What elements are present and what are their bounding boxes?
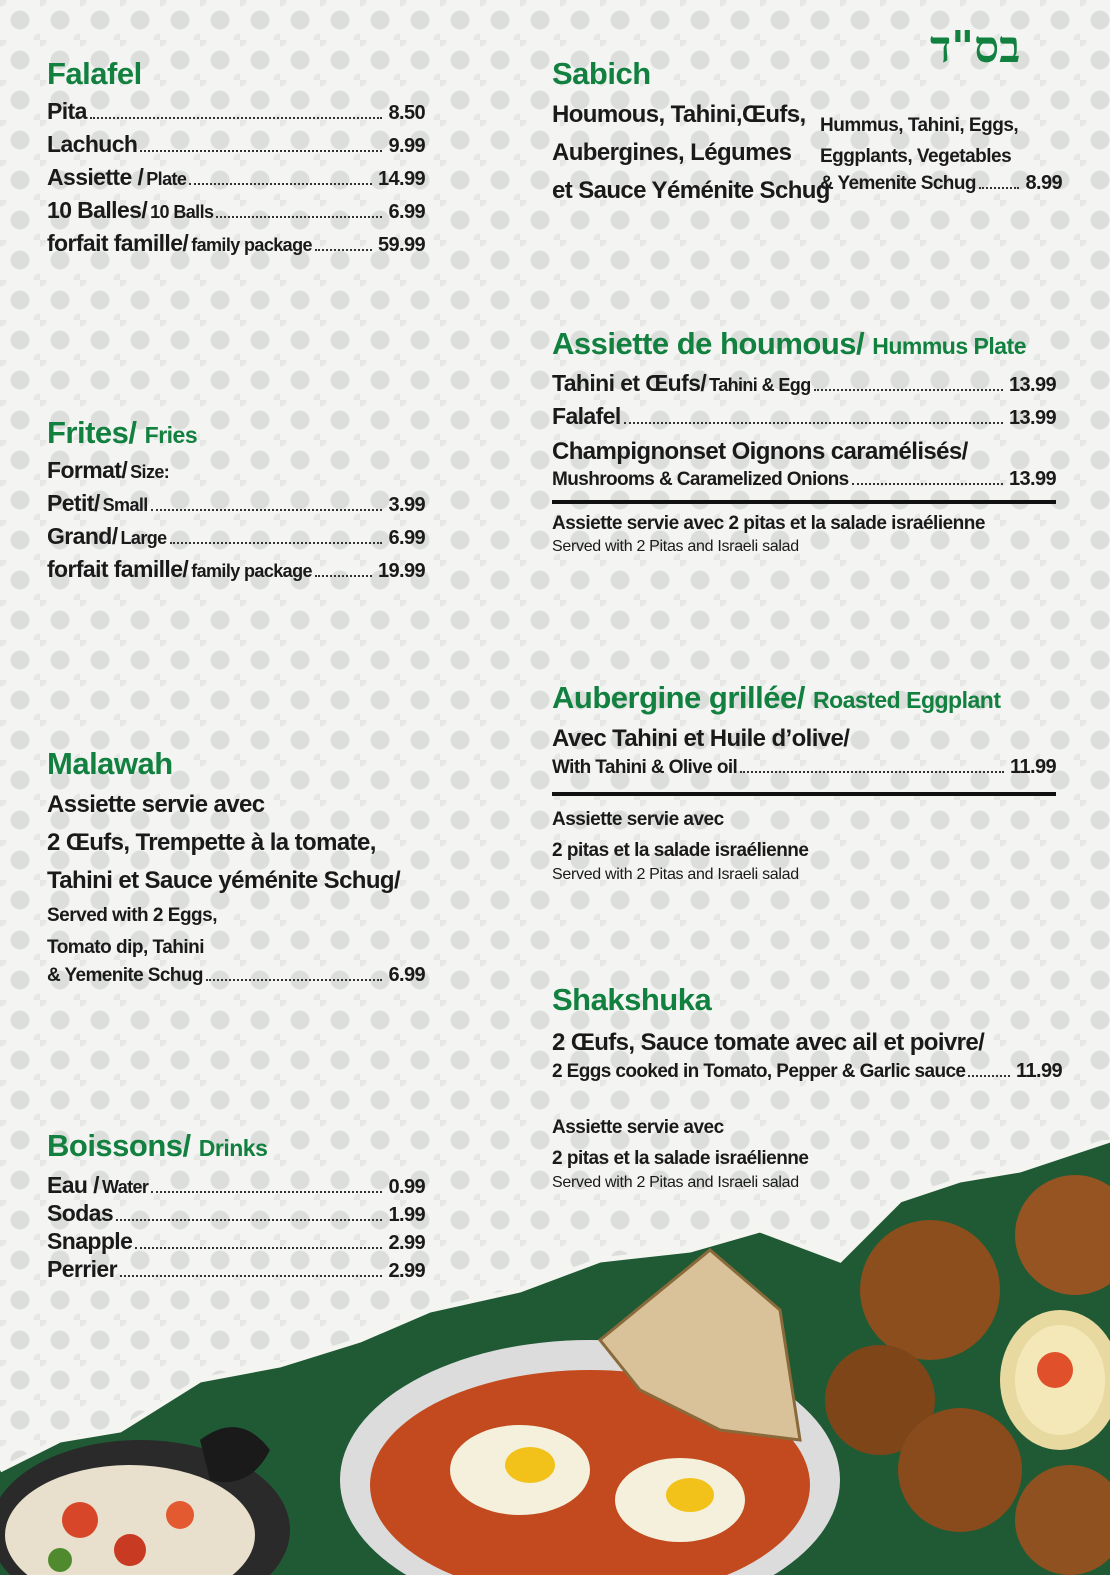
menu-item: Mushrooms & Caramelized Onions 13.99 bbox=[552, 468, 1056, 490]
eggplant-note-en: Served with 2 Pitas and Israeli salad bbox=[552, 866, 799, 883]
sabich-desc-en: Hummus, Tahini, Eggs, Eggplants, Vegetables & Yemenite Schug 8.99 bbox=[820, 96, 1062, 210]
menu-item: forfait famille/ family package 19.99 bbox=[47, 556, 425, 582]
divider bbox=[552, 500, 1056, 504]
menu-item: Pita 8.50 bbox=[47, 98, 425, 124]
shakshuka-desc-fr: 2 Œufs, Sauce tomate avec ail et poivre/ bbox=[552, 1029, 985, 1056]
menu-item: 10 Balles/ 10 Balls 6.99 bbox=[47, 197, 425, 223]
menu-item: Tahini et Œufs/ Tahini & Egg 13.99 bbox=[552, 370, 1056, 396]
falafel-title: Falafel bbox=[47, 56, 142, 91]
menu-item: Sodas 1.99 bbox=[47, 1200, 425, 1226]
menu-item: Falafel 13.99 bbox=[552, 403, 1056, 429]
eggplant-note-fr-2: 2 pitas et la salade israélienne bbox=[552, 840, 809, 861]
shakshuka-note-fr-2: 2 pitas et la salade israélienne bbox=[552, 1148, 809, 1169]
mushroom-fr: Champignonset Oignons caramélisés/ bbox=[552, 438, 968, 465]
menu-item: Lachuch 9.99 bbox=[47, 131, 425, 157]
malawah-title: Malawah bbox=[47, 746, 173, 781]
sabich-title: Sabich bbox=[552, 56, 651, 91]
menu-item: Petit/ Small 3.99 bbox=[47, 490, 425, 516]
eggplant-note-fr-1: Assiette servie avec bbox=[552, 809, 724, 830]
eggplant-desc-fr: Avec Tahini et Huile d’olive/ bbox=[552, 725, 850, 752]
shakshuka-title: Shakshuka bbox=[552, 982, 712, 1017]
menu-item: Grand/ Large 6.99 bbox=[47, 523, 425, 549]
menu-item: Perrier 2.99 bbox=[47, 1256, 425, 1282]
menu-item: Assiette / Plate 14.99 bbox=[47, 164, 425, 190]
sabich-desc-fr: Houmous, Tahini,Œufs, Aubergines, Légumes et Sauce Yéménite Schug bbox=[552, 101, 830, 204]
menu-item: Eau / Water 0.99 bbox=[47, 1172, 425, 1198]
menu-item: & Yemenite Schug 8.99 bbox=[820, 172, 1062, 194]
hummus-note-en: Served with 2 Pitas and Israeli salad bbox=[552, 538, 799, 555]
malawah-section bbox=[47, 746, 425, 997]
falafel-section bbox=[47, 56, 425, 263]
drinks-title: Boissons/ Drinks bbox=[47, 1128, 268, 1163]
fries-title: Frites/ Fries bbox=[47, 415, 198, 450]
hummus-title: Assiette de houmous/ Hummus Plate bbox=[552, 326, 1026, 361]
menu-item: & Yemenite Schug 6.99 bbox=[47, 964, 425, 986]
menu-item: With Tahini & Olive oil 11.99 bbox=[552, 756, 1056, 778]
food-photo bbox=[0, 1140, 1110, 1575]
fries-section bbox=[47, 415, 425, 589]
malawah-desc-fr: Assiette servie avec 2 Œufs, Trempette à la tomate, Tahini et Sauce yéménite Schug/ bbox=[47, 791, 401, 894]
sabich-section bbox=[552, 56, 1062, 210]
eggplant-section bbox=[552, 680, 1056, 884]
divider bbox=[552, 792, 1056, 796]
menu-item: 2 Eggs cooked in Tomato, Pepper & Garlic sauce 11.99 bbox=[552, 1060, 1062, 1082]
shakshuka-note-en: Served with 2 Pitas and Israeli salad bbox=[552, 1174, 799, 1191]
menu-item: forfait famille/ family package 59.99 bbox=[47, 230, 425, 256]
hummus-section bbox=[552, 326, 1056, 556]
falafel-ball bbox=[898, 1408, 1022, 1532]
kosher-mark: בס"ד bbox=[930, 22, 1021, 73]
hummus-note-fr: Assiette servie avec 2 pitas et la salade israélienne bbox=[552, 513, 985, 534]
menu-item: Snapple 2.99 bbox=[47, 1228, 425, 1254]
size-label: Format/ Size: bbox=[47, 457, 170, 483]
malawah-desc-en: Served with 2 Eggs, Tomato dip, Tahini bbox=[47, 905, 217, 958]
shakshuka-note-fr-1: Assiette servie avec bbox=[552, 1117, 724, 1138]
falafel-ball bbox=[860, 1220, 1000, 1360]
eggplant-title: Aubergine grillée/ Roasted Eggplant bbox=[552, 680, 1001, 715]
